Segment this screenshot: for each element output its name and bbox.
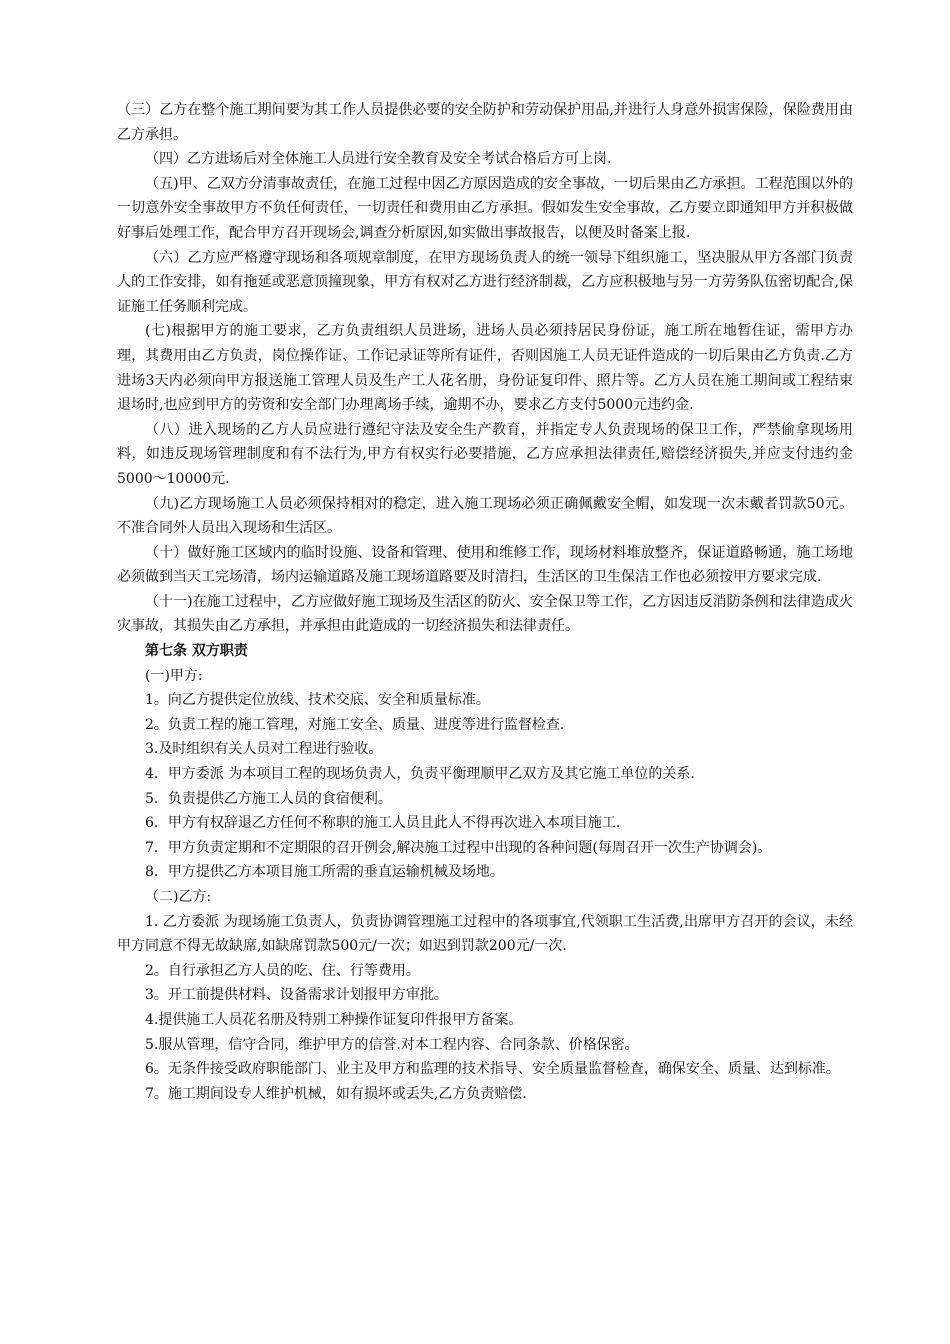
party-a-item-2: 2。负责工程的施工管理，对施工安全、质量、进度等进行监督检查.: [145, 716, 565, 733]
paragraph-8-security: （八）进入现场的乙方人员应进行遵纪守法及安全生产教育，并指定专人负责现场的保卫工作，严禁偷拿现场用料，如违反现场管理制度和有不法行为,甲方有权实行必要措施，乙方应承担法律责任,赔偿经济损失,并应支付违约金5000～10000元.: [117, 421, 853, 487]
paragraph-4-safety-education: （四）乙方进场后对全体施工人员进行安全教育及安全考试合格后方可上岗.: [145, 151, 612, 168]
paragraph-10-site-maintenance: （十）做好施工区域内的临时设施、设备和管理、使用和维修工作，现场材料堆放整齐，保证道路畅通，施工场地必须做到当天工完场清，场内运输道路及施工现场道路要及时清扫，生活区的卫生保洁工作也必须按甲方要求完成.: [117, 544, 853, 586]
party-a-heading: (一)甲方:: [145, 667, 203, 684]
paragraph-9-helmet: （九)乙方现场施工人员必须保持相对的稳定，进入施工现场必须正确佩戴安全帽，如发现一次未戴者罚款50元。不准合同外人员出入现场和生活区。: [117, 495, 853, 537]
party-a-item-6: 6．甲方有权辞退乙方任何不称职的施工人员且此人不得再次进入本项目施工.: [145, 815, 621, 832]
paragraph-7-personnel-entry: (七)根据甲方的施工要求，乙方负责组织人员进场，进场人员必须持居民身份证，施工所在地暂住证，需甲方办理，其费用由乙方负责，岗位操作证、工作记录证等所有证件，否则因施工人员无证件造成的一切后果由乙方负责.乙方进场3天内必须向甲方报送施工管理人员及生产工人花名册，身份证复印件、照片等。乙方人员在施工期间或工程结束退场时,也应到甲方的劳资和安全部门办理离场手续，逾期不办，要求乙方支付5000元违约金.: [117, 323, 853, 414]
party-a-item-5: 5．负责提供乙方施工人员的食宿便利。: [145, 790, 392, 807]
party-a-item-8: 8．甲方提供乙方本项目施工所需的垂直运输机械及场地。: [145, 864, 504, 881]
party-a-item-7: 7．甲方负责定期和不定期限的召开例会,解决施工过程中出现的各种问题(每周召开一次生产协调会)。: [145, 839, 772, 856]
party-a-item-3: 3.及时组织有关人员对工程进行验收。: [145, 741, 383, 758]
paragraph-6-rules-compliance: （六）乙方应严格遵守现场和各项规章制度，在甲方现场负责人的统一领导下组织施工，坚决服从甲方各部门负责人的工作安排，如有拖延或恶意顶撞现象，甲方有权对乙方进行经济制裁，乙方应积极地与另一方劳务队伍密切配合,保证施工任务顺利完成。: [117, 249, 853, 315]
paragraph-3-safety-equipment: （三）乙方在整个施工期间要为其工作人员提供必要的安全防护和劳动保护用品,并进行人身意外损害保险，保险费用由乙方承担。: [117, 102, 853, 143]
party-b-item-4: 4.提供施工人员花名册及特别工种操作证复印件报甲方备案。: [145, 1011, 523, 1028]
section-heading: 第七条 双方职责: [145, 643, 248, 660]
party-a-item-1: 1。向乙方提供定位放线、技术交底、安全和质量标准。: [145, 692, 490, 709]
party-b-item-3: 3。开工前提供材料、设备需求计划报甲方审批。: [145, 987, 448, 1004]
paragraph-11-fire-safety: （十一)在施工过程中，乙方应做好施工现场及生活区的防火、安全保卫等工作，乙方因违反消防条例和法律造成火灾事故，其损失由乙方承担，并承担由此造成的一切经济损失和法律责任。: [117, 593, 853, 635]
party-b-item-5: 5.服从管理，信守合同，维护甲方的信誉.对本工程内容、合同条款、价格保密。: [145, 1036, 639, 1053]
party-a-item-4: 4．甲方委派 为本项目工程的现场负责人，负责平衡理顺甲乙双方及其它施工单位的关系.: [145, 766, 695, 783]
party-b-item-6: 6。无条件接受政府职能部门、业主及甲方和监理的技术指导、安全质量监督检查，确保安全、质量、达到标准。: [145, 1061, 840, 1078]
paragraph-5-accident-liability: （五)甲、乙双方分清事故责任，在施工过程中因乙方原因造成的安全事故，一切后果由乙方承担。工程范围以外的一切意外安全事故甲方不负任何责任，一切责任和费用由乙方承担。假如发生安全事故，乙方要立即通知甲方并积极做好事后处理工作，配合甲方召开现场会,调查分析原因,如实做出事故报告，以便及时备案上报.: [117, 175, 853, 241]
document-page: [117, 98, 853, 1106]
party-b-heading: （二)乙方:: [145, 889, 212, 905]
party-b-item-7: 7。施工期间设专人维护机械，如有损坏或丢失,乙方负责赔偿.: [145, 1085, 527, 1102]
party-b-item-1: 1. 乙方委派 为现场施工负责人，负责协调管理施工过程中的各项事宜,代领职工生活费,出席甲方召开的会议，未经甲方同意不得无故缺席,如缺席罚款500元/一次；如迟到罚款200元/一次.: [117, 913, 853, 955]
party-b-item-2: 2。自行承担乙方人员的吃、住、行等费用。: [145, 962, 420, 979]
